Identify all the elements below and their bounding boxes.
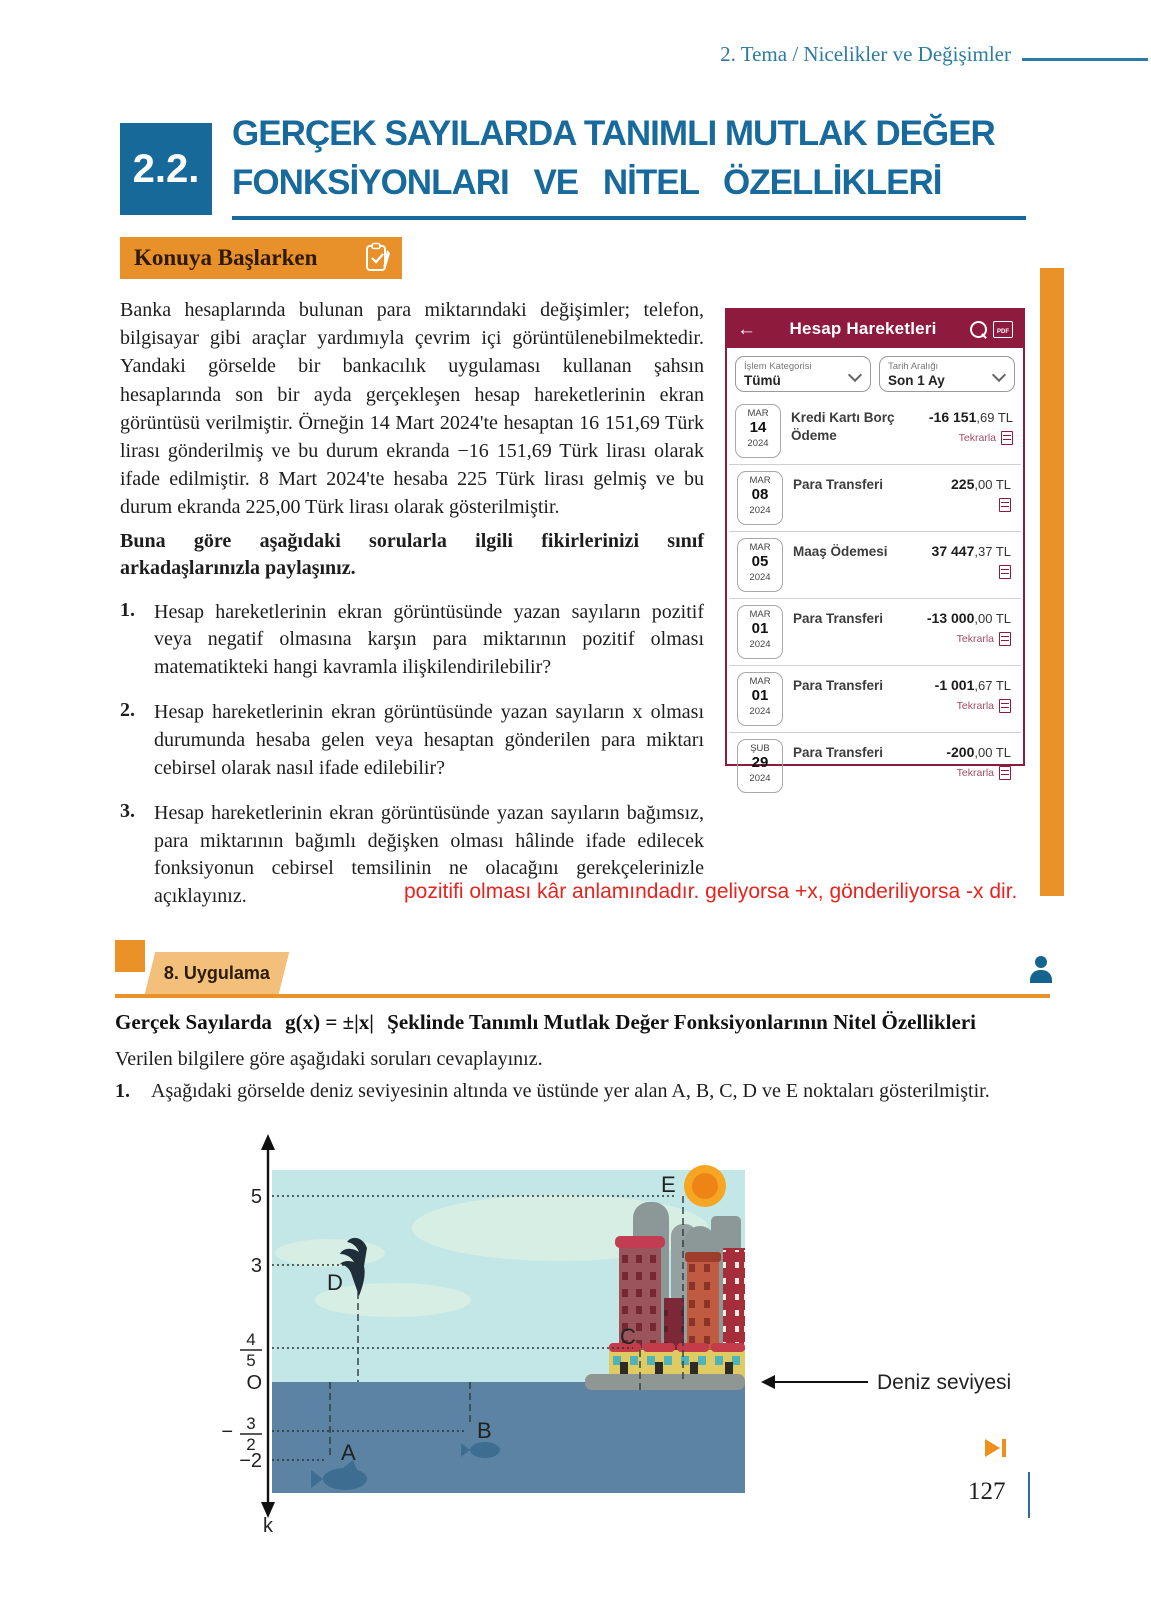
- question-text: Hesap hareketlerinin ekran görüntüsünde yazan sayıların bağımsız, para miktarının bağımlı değişken olması hâlinde ifade edilecek fonksiyonun cebirsel temsilinin ne olacağını gerekçelerinizle açıklayınız.: [154, 802, 704, 908]
- txn-month: MAR: [749, 475, 771, 486]
- receipt-icon[interactable]: [999, 498, 1011, 512]
- txn-day: 05: [751, 553, 769, 571]
- txn-day: 01: [751, 620, 769, 638]
- date-badge: [737, 471, 783, 525]
- tick-3: 3: [250, 1255, 262, 1277]
- tick-5: 5: [250, 1186, 262, 1208]
- txn-day: 29: [751, 754, 769, 772]
- filter-value: Son 1 Ay: [888, 373, 945, 388]
- repeat-link[interactable]: Tekrarla: [956, 633, 994, 645]
- uygulama-heading: [115, 1010, 1055, 1035]
- pdf-export-icon[interactable]: [993, 321, 1013, 338]
- sea-level-figure: [115, 1098, 1065, 1538]
- date-badge: [737, 672, 783, 726]
- intro-prompt: Buna göre aşağıdaki sorularla ilgili fikirlerinizi sınıf arkadaşlarınızla paylaşınız.: [120, 529, 704, 580]
- filter-value: Tümü: [744, 373, 781, 388]
- question-item: [120, 599, 704, 682]
- txn-day: 08: [751, 486, 769, 504]
- transaction-row: [729, 531, 1021, 598]
- transaction-row: [729, 665, 1021, 732]
- question-text: Aşağıdaki görselde deniz seviyesinin altında ve üstünde yer alan A, B, C, D ve E noktaları gösterilmiştir.: [151, 1080, 990, 1102]
- uygulama-instruction: Verilen bilgilere göre aşağıdaki soruları cevaplayınız.: [115, 1048, 543, 1070]
- txn-year: 2024: [749, 706, 771, 718]
- page-title-line1: GERÇEK SAYILARDA TANIMLI MUTLAK DEĞER: [232, 114, 995, 153]
- receipt-icon[interactable]: [999, 632, 1011, 646]
- question-text: Hesap hareketlerinin ekran görüntüsünde yazan sayıların pozitif veya negatif olmasına karşın para miktarının pozitif olması matematikteki hangi kavramla ilişkilendirilebilir?: [154, 600, 704, 678]
- tick-origin: O: [246, 1372, 262, 1394]
- page-title: [232, 116, 1032, 200]
- txn-year: 2024: [747, 438, 769, 450]
- filter-label: İşlem Kategorisi: [744, 361, 812, 372]
- question-text: Hesap hareketlerinin ekran görüntüsünde yazan sayıların x olması durumunda hesaba gelen veya hesaptan gönderilen para miktarı cebirsel olarak nasıl ifade edilebilir?: [154, 701, 704, 779]
- breadcrumb: 2. Tema / Nicelikler ve Değişimler: [720, 42, 1011, 66]
- receipt-icon[interactable]: [1001, 431, 1013, 445]
- receipt-icon[interactable]: [999, 699, 1011, 713]
- txn-year: 2024: [749, 572, 771, 584]
- uygulama-label: 8. Uygulama: [163, 962, 271, 983]
- repeat-link[interactable]: Tekrarla: [956, 767, 994, 779]
- txn-month: MAR: [749, 609, 771, 620]
- txn-description: Para Transferi: [793, 611, 884, 626]
- txn-description: Para Transferi: [793, 678, 884, 693]
- txn-description: Maaş Ödemesi: [793, 544, 888, 559]
- txn-amount-fraction: ,00 TL: [974, 477, 1011, 492]
- tick-neg-sign: −: [221, 1421, 233, 1443]
- txn-year: 2024: [749, 505, 771, 517]
- txn-amount-fraction: ,67 TL: [974, 678, 1011, 693]
- person-icon: [1030, 956, 1052, 986]
- pier: [585, 1374, 745, 1390]
- txn-description: Para Transferi: [793, 477, 884, 492]
- handwritten-note: pozitifi olması kâr anlamındadır. geliyorsa +x, gönderiliyorsa -x dir.: [404, 880, 1018, 903]
- side-accent-bar: [1040, 268, 1064, 896]
- intro-column: [120, 296, 704, 929]
- txn-year: 2024: [749, 773, 771, 785]
- heading-math: g(x) = ±|x|: [285, 1010, 374, 1034]
- banking-app-screenshot: [725, 308, 1025, 785]
- txn-day: 01: [751, 687, 769, 705]
- transaction-row: [729, 464, 1021, 531]
- axis-letter: k: [263, 1515, 273, 1537]
- sea-level-label: Deniz seviyesi: [877, 1371, 1012, 1394]
- header-rule: [1022, 58, 1148, 61]
- heading-prefix: Gerçek Sayılarda: [115, 1010, 272, 1034]
- date-range-filter-dropdown[interactable]: [879, 356, 1015, 392]
- question-number: 3.: [120, 800, 135, 823]
- txn-year: 2024: [749, 639, 771, 651]
- konuya-baslarken-banner: [120, 237, 402, 279]
- point-label-E: E: [661, 1172, 676, 1197]
- tick-3-2-num: 3: [246, 1414, 256, 1433]
- txn-amount: -1 001: [934, 677, 975, 693]
- date-badge: [737, 538, 783, 592]
- transaction-row: [729, 732, 1021, 799]
- uygulama-tab: [145, 952, 289, 994]
- sea-level-callout: [761, 1371, 1011, 1394]
- tick-4-5-num: 4: [246, 1330, 256, 1349]
- date-badge: [737, 739, 783, 793]
- search-icon[interactable]: [970, 321, 987, 338]
- page-number-rule: [1028, 1472, 1030, 1518]
- cloud: [275, 1239, 385, 1267]
- tick-4-5-den: 5: [246, 1351, 256, 1370]
- intro-paragraph: Banka hesaplarında bulunan para miktarındaki değişimler; telefon, bilgisayar gibi araçlar yardımıyla çevrim içi görüntülenebilmektedir. Yandaki görselde bir bankacılık uygulaması kullanan şahsın hesaplarında son bir ayda gerçekleşen hesap hareketlerinin ekran görüntüsü verilmiştir. Örneğin 14 Mart 2024'te hesaptan 16 151,69 Türk lirası gönderilmiş ve bu durum ekranda −16 151,69 Türk lirası olarak ifade edilmiştir. 8 Mart 2024'te hesaba 225 Türk lirası gelmiş ve bu durum ekranda 225,00 Türk lirası olarak gösterilmiştir.: [120, 299, 704, 519]
- txn-amount: -13 000: [926, 610, 975, 626]
- repeat-link[interactable]: Tekrarla: [958, 432, 996, 444]
- point-label-D: D: [327, 1270, 343, 1295]
- transaction-row: [727, 398, 1023, 464]
- txn-month: ŞUB: [750, 743, 770, 754]
- next-page-icon[interactable]: [985, 1438, 1007, 1458]
- category-filter-dropdown[interactable]: [735, 356, 871, 392]
- receipt-icon[interactable]: [999, 565, 1011, 579]
- question-number: 1.: [120, 598, 135, 621]
- txn-amount-fraction: ,37 TL: [974, 544, 1011, 559]
- date-badge: [737, 605, 783, 659]
- tick-neg2: −2: [239, 1450, 262, 1472]
- axis-ticks: [221, 1186, 274, 1537]
- txn-month: MAR: [747, 408, 769, 419]
- txn-description: Kredi Kartı Borç Ödeme: [791, 410, 895, 444]
- transaction-row: [729, 598, 1021, 665]
- back-button[interactable]: ←: [737, 318, 756, 340]
- title-underline: [232, 216, 1026, 220]
- question-number: 1.: [115, 1080, 130, 1102]
- txn-amount: 37 447: [931, 543, 975, 559]
- tick-3-2-den: 2: [246, 1435, 256, 1454]
- app-header: [727, 310, 1023, 348]
- uygulama-rule: [115, 994, 1050, 998]
- page-number: 127: [968, 1478, 1006, 1505]
- filters-row: [727, 348, 1023, 398]
- txn-day: 14: [749, 419, 767, 437]
- clipboard-icon: [364, 242, 392, 274]
- repeat-link[interactable]: Tekrarla: [956, 700, 994, 712]
- txn-amount: 225: [951, 476, 975, 492]
- txn-amount-fraction: ,69 TL: [976, 410, 1013, 425]
- txn-amount: -16 151: [928, 409, 977, 425]
- section-number-badge: [120, 123, 212, 215]
- question-number: 2.: [120, 699, 135, 722]
- receipt-icon[interactable]: [999, 766, 1011, 780]
- txn-amount-fraction: ,00 TL: [974, 745, 1011, 760]
- app-title: Hesap Hareketleri: [789, 319, 937, 338]
- point-label-B: B: [477, 1418, 492, 1443]
- point-label-C: C: [620, 1324, 636, 1349]
- txn-amount: -200: [946, 744, 975, 760]
- txn-amount-fraction: ,00 TL: [974, 611, 1011, 626]
- txn-description: Para Transferi: [793, 745, 884, 760]
- pdf-label: PDF: [997, 329, 1009, 336]
- date-badge: [735, 404, 781, 458]
- section-number: 2.2.: [132, 146, 200, 191]
- txn-month: MAR: [749, 676, 771, 687]
- txn-month: MAR: [749, 542, 771, 553]
- konuya-baslarken-label: Konuya Başlarken: [134, 245, 318, 270]
- question-item: [120, 699, 704, 782]
- point-label-A: A: [341, 1440, 356, 1465]
- filter-label: Tarih Aralığı: [888, 361, 939, 372]
- heading-suffix: Şeklinde Tanımlı Mutlak Değer Fonksiyonlarının Nitel Özellikleri: [387, 1010, 976, 1034]
- waterfront-houses: [585, 1343, 745, 1390]
- uygulama-accent-square: [115, 940, 145, 972]
- page-title-line2: FONKSİYONLARI VE NİTEL ÖZELLİKLERİ: [232, 163, 942, 202]
